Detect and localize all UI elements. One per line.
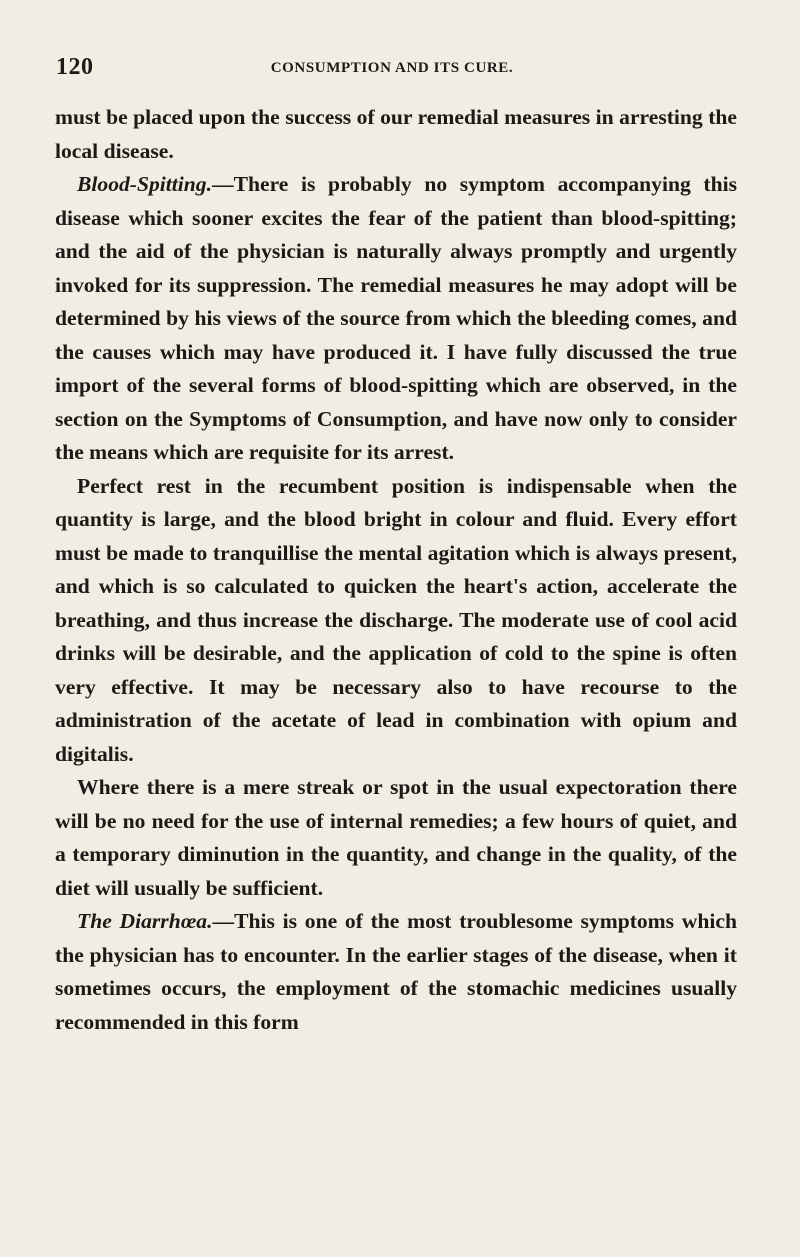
page-header — [40, 54, 744, 84]
page-number: 120 — [56, 54, 94, 80]
paragraph-3-text: Perfect rest in the recumbent position is indispensable when the quantity is large, and the blood bright in colour and fluid. Every effort must be made to tranquillise the mental agitation which is always present, and which is so calculated to quicken the heart's action, accelerate the breathing, and thus increase the discharge. The moderate use of cool acid drinks will be desirable, and the application of cold to the spine is often very effective. It may be necessary also to have recourse to the administration of the acetate of lead in combination with opium and digitalis. — [55, 473, 737, 766]
paragraph-4-text: Where there is a mere streak or spot in the usual expectoration there will be no need for the use of internal remedies; a few hours of quiet, and a temporary diminution in the quantity, and change in the quality, of the diet will usually be sufficient. — [55, 775, 737, 900]
paragraph-3 — [55, 470, 737, 772]
running-title: CONSUMPTION AND ITS CURE. — [270, 60, 514, 76]
paragraph-1-text: must be placed upon the success of our remedial measures in arresting the local disease. — [55, 105, 737, 163]
paragraph-5 — [55, 905, 737, 1039]
body-text — [55, 101, 737, 1039]
section-heading-diarrhoea: The Diarrhœa. — [77, 909, 213, 933]
paragraph-4 — [55, 771, 737, 905]
paragraph-2-text: —There is probably no symptom accompanying this disease which sooner excites the fear of the patient than blood-spitting; and the aid of the physician is naturally always promptly and urgently invoked for its suppression. The remedial measures he may adopt will be determined by his views of the source from which the bleeding comes, and the causes which may have produced it. I have fully discussed the true import of the several forms of blood-spitting which are observed, in the section on the Symptoms of Consumption, and have now only to consider the means which are requisite for its arrest. — [55, 172, 737, 464]
paragraph-5-text: —This is one of the most troublesome symptoms which the physician has to encounter. In the earlier stages of the disease, when it sometimes occurs, the employment of the stomachic medicines usually recommended in this form — [55, 909, 737, 1034]
section-heading-blood-spitting: Blood-Spitting. — [77, 172, 212, 196]
paragraph-1 — [55, 101, 737, 168]
paragraph-2 — [55, 168, 737, 470]
